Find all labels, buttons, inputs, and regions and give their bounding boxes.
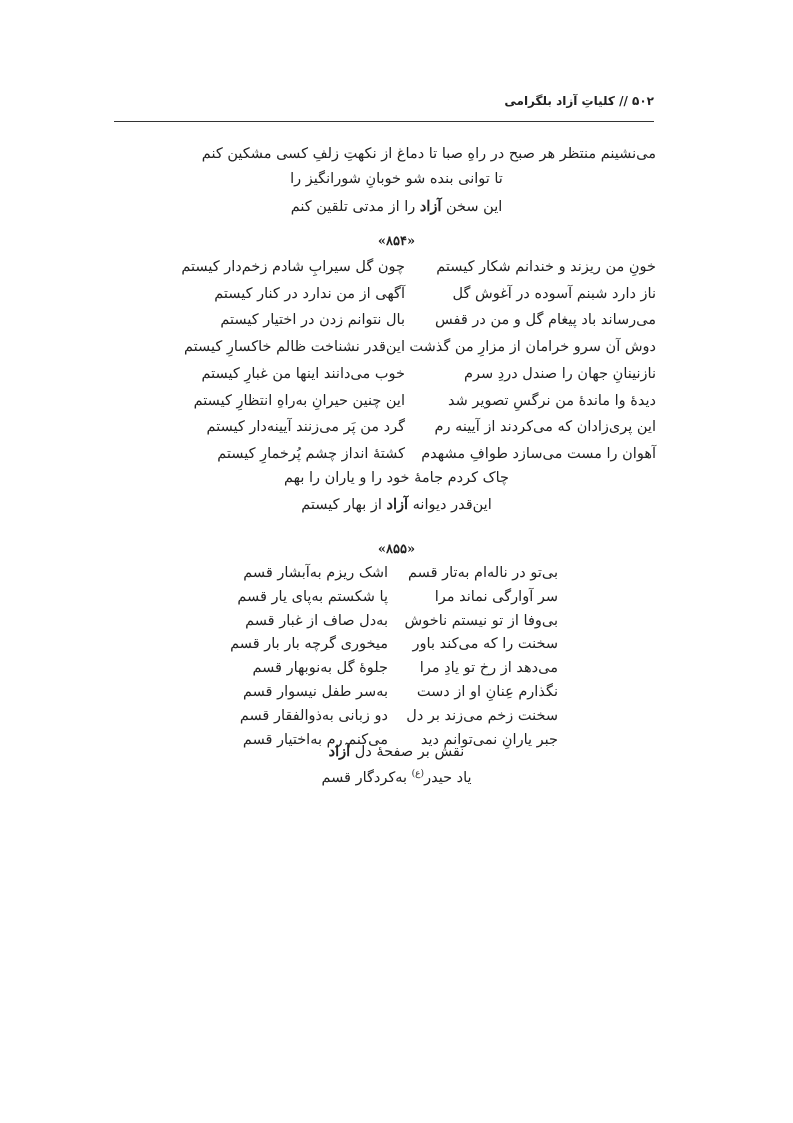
poet-name: آزاد xyxy=(419,198,442,215)
ghazal-855-hemistich-right: بی‌وفا از تو نیستم ناخوش xyxy=(404,612,558,629)
ghazal-854-hemistich-left: بال نتوانم زدن در اختیار کیستم xyxy=(220,312,405,329)
ghazal-855-hemistich-right: می‌دهد از رخ تو یادِ مرا xyxy=(419,660,558,677)
ghazal-855-closing-2-b: به‌کردگار قسم xyxy=(321,769,412,786)
ghazal-854-hemistich-right: دوش آن سرو خرامان از مزارِ من گذشت xyxy=(409,339,656,356)
ghazal-855-closing-2-a: یاد حیدر xyxy=(424,769,472,786)
intro-line-1: می‌نشینم منتظر هر صبح در راهِ صبا تا دماغ از نکهتِ زلفِ کسی مشکین کنم xyxy=(201,146,656,162)
ghazal-854-hemistich-right: می‌رساند باد پیغام گل و من در قفس xyxy=(435,312,656,329)
ghazal-855-closing-1-a: نقش بر صفحهٔ دل xyxy=(350,744,465,760)
ghazal-854-hemistich-right: دیدهٔ وا ماندهٔ من نرگسِ تصویر شد xyxy=(448,392,656,409)
ghazal-855-hemistich-left: دو زبانی به‌ذوالفقار قسم xyxy=(239,707,388,724)
intro-line-3-a: این سخن xyxy=(441,199,503,215)
poet-name: آزاد xyxy=(328,743,351,760)
ghazal-854-hemistich-left: آگهی از من ندارد در کنار کیستم xyxy=(214,285,405,302)
ghazal-854-hemistich-left: خوب می‌دانند اینها من غبارِ کیستم xyxy=(201,365,405,382)
ghazal-854-hemistich-left: گرد من پَر می‌زنند آیینه‌دار کیستم xyxy=(206,419,405,436)
ghazal-855-closing-1 xyxy=(0,743,793,760)
ghazal-855-hemistich-right: سر آوارگی نماند مرا xyxy=(434,588,558,605)
header-rule xyxy=(114,121,654,122)
ghazal-854-hemistich-left: این چنین حیرانِ به‌راهِ انتظارِ کیستم xyxy=(193,392,405,409)
running-header xyxy=(114,94,654,122)
ghazal-855-title: «۸۵۵» xyxy=(377,542,416,557)
ghazal-855-hemistich-left: اشک ریزم به‌آبشار قسم xyxy=(243,565,388,581)
ghazal-854-hemistich-right: آهوان را مست می‌سازد طوافِ مشهدم xyxy=(421,445,656,462)
intro-line-3-c: را از مدتی تلقین کنم xyxy=(290,199,420,215)
ghazal-854-closing-2-c: از بهار کیستم xyxy=(301,497,387,513)
ghazal-855-hemistich-right: سخنت را که می‌کند باور xyxy=(412,636,558,653)
ghazal-854-hemistich-right: این پری‌زادان که می‌کردند از آیینه رم xyxy=(434,419,656,436)
ghazal-855-closing-2 xyxy=(0,769,793,786)
honorific-sup: (ع) xyxy=(411,769,425,779)
ghazal-854-closing-2 xyxy=(0,496,793,513)
ghazal-854-hemistich-left: کشتهٔ انداز چشم پُرخمارِ کیستم xyxy=(217,445,405,462)
ghazal-855-hemistich-right: سخنت زخم می‌زند بر دل xyxy=(406,707,558,724)
ghazal-854-closing-2-a: این‌قدر دیوانه xyxy=(408,497,492,513)
ghazal-855-hemistich-left: به‌دل صاف از غبار قسم xyxy=(245,612,388,629)
ghazal-855-hemistich-right: نگذارم عِنانِ او از دست xyxy=(416,684,558,700)
intro-line-3 xyxy=(0,198,793,215)
ghazal-854-hemistich-right: نازنینانِ جهان را صندل دردِ سرم xyxy=(464,365,656,382)
ghazal-855-hemistich-left: جلوهٔ گل به‌نوبهار قسم xyxy=(252,660,388,677)
intro-line-2: تا توانی بنده شو خوبانِ شورانگیز را xyxy=(290,171,503,187)
ghazal-855-hemistich-left: میخوری گرچه بار بار قسم xyxy=(230,636,388,653)
ghazal-855-hemistich-right: جبر یارانِ نمی‌توانم دید xyxy=(420,731,558,748)
ghazal-854-hemistich-right: خونِ من ریزند و خندانم شکار کیستم xyxy=(436,259,656,275)
ghazal-855-hemistich-left: می‌کنم رم به‌اختیار قسم xyxy=(242,731,388,748)
ghazal-854-hemistich-right: ناز دارد شبنم آسوده در آغوش گل xyxy=(452,285,656,302)
ghazal-855-hemistich-left: پا شکستم به‌پای یار قسم xyxy=(237,588,388,605)
ghazal-855-hemistich-left: به‌سر طفل نیسوار قسم xyxy=(242,684,388,700)
ghazal-854-hemistich-left: چون گل سیرابِ شادم زخم‌دار کیستم xyxy=(181,259,405,275)
ghazal-855-hemistich-right: بی‌تو در ناله‌ام به‌تار قسم xyxy=(408,565,558,581)
ghazal-854-closing-1: چاک کردم جامهٔ خود را و یاران را بهم xyxy=(284,470,509,486)
page-label: ۵۰۲ // کلیاتِ آزاد بلگرامی xyxy=(504,94,654,108)
ghazal-854-hemistich-left: این‌قدر نشناخت ظالم خاکسارِ کیستم xyxy=(184,339,405,356)
poet-name: آزاد xyxy=(386,496,409,513)
ghazal-854-title: «۸۵۴» xyxy=(377,234,416,249)
